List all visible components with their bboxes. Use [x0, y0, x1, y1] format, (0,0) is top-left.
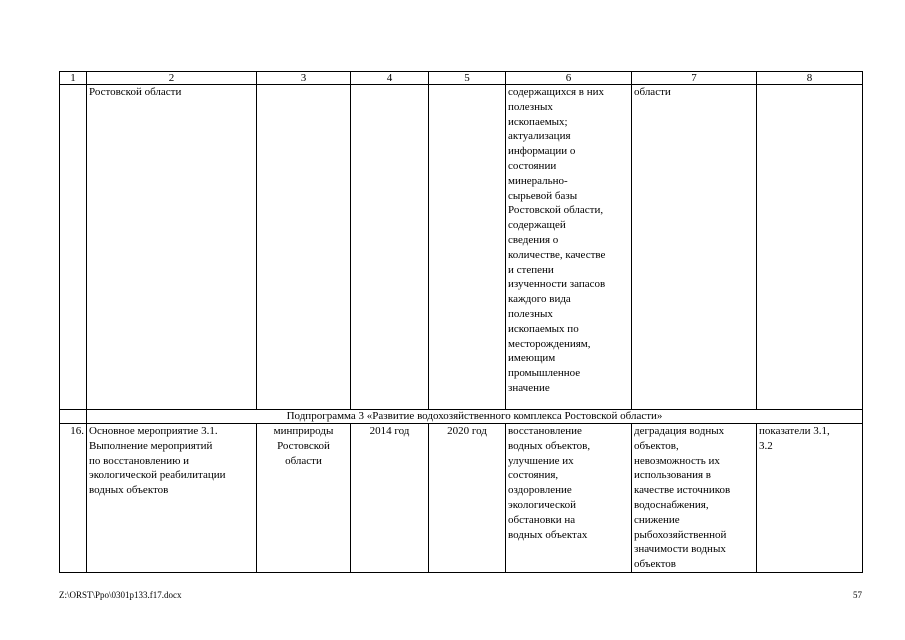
- activity-name-cell: [87, 424, 257, 573]
- program-table: [59, 71, 863, 573]
- expected-result-cell: [506, 424, 632, 573]
- cell-line: состоянии: [508, 159, 557, 172]
- cell-line: каждого вида: [508, 293, 571, 306]
- expected-result-cell: [506, 85, 632, 410]
- row-number-cell: 16.: [60, 424, 87, 573]
- cell-line: водных объектов,: [508, 439, 591, 452]
- cell-line: использования в: [634, 469, 712, 482]
- cell-line: объектов,: [634, 439, 679, 452]
- header-cell: 1: [60, 72, 87, 85]
- cell-line: улучшение их: [508, 454, 574, 467]
- cell-line: Выполнение мероприятий: [89, 439, 213, 452]
- cell-line: ископаемых;: [508, 115, 568, 128]
- cell-line: области: [634, 86, 671, 98]
- consequences-cell: [632, 424, 757, 573]
- start-year-cell: [351, 85, 429, 410]
- indicators-cell: [757, 424, 863, 573]
- header-cell: 3: [257, 72, 351, 85]
- cell-line: содержащихся в них: [508, 86, 604, 98]
- cell-line: состояния,: [508, 469, 559, 482]
- end-year-cell: [429, 85, 506, 410]
- subprogram-title: Подпрограмма 3 «Развитие водохозяйственного комплекса Ростовской области»: [87, 410, 863, 424]
- cell-line: показатели 3.1,: [759, 425, 830, 437]
- cell-line: Основное мероприятие 3.1.: [89, 425, 218, 437]
- cell-line: изученности запасов: [508, 278, 606, 291]
- cell-line: области: [285, 454, 322, 467]
- cell-line: количестве, качестве: [508, 248, 606, 261]
- cell-line: экологической реабилитации: [89, 469, 226, 482]
- cell-line: качестве источников: [634, 484, 731, 497]
- table-header-row: [60, 72, 863, 85]
- cell-line: значение: [508, 381, 550, 394]
- cell-line: экологической: [508, 498, 576, 511]
- cell-line: невозможность их: [634, 454, 720, 467]
- header-cell: 8: [757, 72, 863, 85]
- cell-line: 3.2: [759, 439, 773, 452]
- executor-cell: [257, 85, 351, 410]
- cell-line: снижение: [634, 513, 680, 526]
- indicators-cell: [757, 85, 863, 410]
- cell-line: восстановление: [508, 425, 582, 437]
- executor-cell: [257, 424, 351, 573]
- header-cell: 7: [632, 72, 757, 85]
- cell-line: ископаемых по: [508, 322, 579, 335]
- cell-line: имеющим: [508, 352, 556, 365]
- cell-line: объектов: [634, 558, 676, 571]
- cell-line: деградация водных: [634, 425, 725, 437]
- cell-line: месторождениям,: [508, 337, 591, 350]
- header-cell: 4: [351, 72, 429, 85]
- subprogram-row: [60, 410, 863, 424]
- footer-file-path: Z:\ORST\Ppo\0301p133.f17.docx: [59, 590, 182, 600]
- header-cell: 2: [87, 72, 257, 85]
- cell-line: по восстановлению и: [89, 454, 190, 467]
- cell-line: полезных: [508, 307, 553, 320]
- cell-line: минприроды: [273, 425, 334, 437]
- cell-line: сведения о: [508, 233, 559, 246]
- consequences-cell: [632, 85, 757, 410]
- cell-line: Ростовской области,: [508, 204, 604, 217]
- cell-line: водных объектах: [508, 528, 588, 541]
- cell-line: Ростовской: [277, 439, 330, 452]
- cell-line: и степени: [508, 263, 554, 276]
- cell-line: минерально-: [508, 174, 568, 187]
- end-year-cell: 2020 год: [429, 424, 506, 573]
- activity-name-cell: [87, 85, 257, 410]
- cell-line: водных объектов: [89, 484, 169, 497]
- cell-line: промышленное: [508, 367, 581, 380]
- subprogram-index-cell: [60, 410, 87, 424]
- cell-line: информации о: [508, 145, 576, 158]
- cell-line: обстановки на: [508, 513, 576, 526]
- row-number-cell: [60, 85, 87, 410]
- start-year-cell: 2014 год: [351, 424, 429, 573]
- table-row: [60, 424, 863, 573]
- footer-page-number: 57: [853, 590, 862, 600]
- cell-line: водоснабжения,: [634, 498, 709, 511]
- header-cell: 5: [429, 72, 506, 85]
- header-cell: 6: [506, 72, 632, 85]
- cell-line: содержащей: [508, 219, 566, 232]
- cell-line: оздоровление: [508, 484, 572, 497]
- cell-line: рыбохозяйственной: [634, 528, 727, 541]
- cell-line: значимости водных: [634, 543, 726, 556]
- cell-line: Ростовской области: [89, 86, 182, 98]
- cell-line: актуализация: [508, 130, 571, 143]
- cell-line: полезных: [508, 100, 553, 113]
- table-row: [60, 85, 863, 410]
- cell-line: сырьевой базы: [508, 189, 578, 202]
